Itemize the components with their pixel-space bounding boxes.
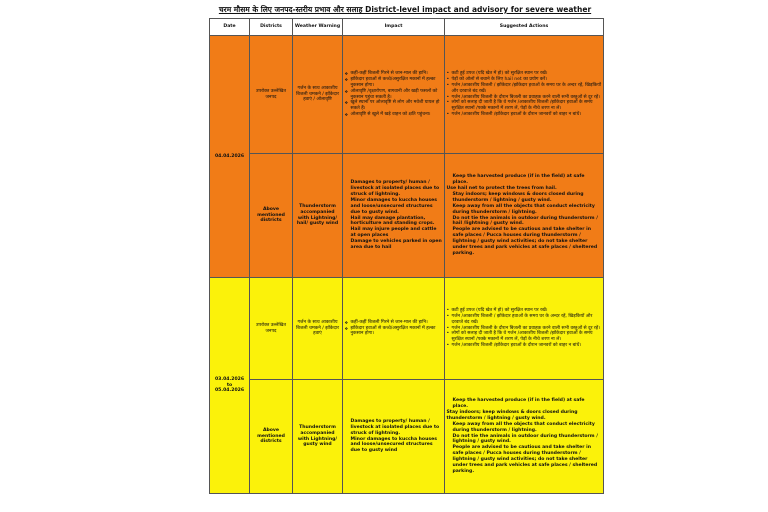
advisory-table	[209, 18, 604, 494]
list-item: ▪ Keep the harvested produce (if in the field) at safe place.	[453, 398, 602, 410]
list-item: ❖ कहीं-कहीं बिजली गिरने से जान-माल की हानि।	[351, 320, 443, 326]
date-to-word: to	[226, 382, 233, 388]
impact-list	[345, 71, 443, 118]
list-item: ▪ Hail may injure people and cattle at open places	[351, 227, 443, 239]
actions-list	[447, 192, 602, 257]
warning-cell: Thunderstorm accompanied with Lightning/ gusty wind	[293, 380, 343, 494]
list-item: • गर्जन /आकाशीय बिजली के दौरान बिजली का प्रवाहक करने वाली सभी वस्तुओं से दूर रहें।	[452, 95, 602, 101]
header-row	[210, 19, 604, 36]
list-item: ❖ खुले स्थानों पर ओलावृष्टि से लोग और मवेशी घायल हो सकते हैं।	[351, 100, 443, 112]
list-item: ▪ Damage to vehicles parked in open area due to hail	[351, 239, 443, 251]
date-to: 05.04.2026	[214, 388, 245, 394]
header-warning: Weather Warning	[293, 19, 343, 36]
impact-cell	[343, 36, 445, 154]
actions-list	[447, 174, 602, 186]
list-item: ❖ झोंकेदार हवाओं से कच्चे/असुरक्षित मकानों में हल्का नुकसान होगा।	[351, 77, 443, 89]
impact-cell	[343, 278, 445, 380]
actions-cell	[445, 278, 604, 380]
list-item: ▪ Stay indoors; keep windows & doors closed during thunderstorm / lightning / gusty wind.	[453, 192, 602, 204]
list-item: ▪ Damages to property/ human / livestock at isolated places due to struck of lightning.	[351, 419, 443, 437]
list-item: ▪ Do not tie the animals in outdoor during thunderstorm / lightning / gusty wind.	[453, 434, 602, 446]
plain-line: Stay indoors; keep windows & doors closed during thunderstorm / lightning / gusty wind.	[446, 409, 578, 421]
districts-cell: Above mentioned districts	[250, 154, 293, 278]
header-districts: Districts	[250, 19, 293, 36]
districts-cell: उपरोक्त उल्लेखित जनपद	[250, 278, 293, 380]
warning-cell: गर्जन के साथ आकाशीय बिजली चमकने / झोंकेदार हवाएं	[293, 278, 343, 380]
impact-list	[345, 419, 443, 454]
list-item: ▪ Minor damages to kuccha houses and loose/unsecured structures due to gusty wind	[351, 437, 443, 455]
warning-cell: गर्जन के साथ आकाशीय बिजली चमकने / झोंकेदार हवाएं / ओलावृष्टि	[293, 36, 343, 154]
list-item: ▪ Keep away from all the objects that conduct electricity during thunderstorm / lightning.	[453, 422, 602, 434]
list-item: ▪ Hail may damage plantation, horticulture and standing crops.	[351, 216, 443, 228]
plain-line: Use hail net to protect the trees from hail.	[446, 185, 557, 191]
actions-cell	[445, 154, 604, 278]
date-text: 04.04.2026	[214, 153, 245, 159]
list-item: ▪ Keep the harvested produce (if in the field) at safe place.	[453, 174, 602, 186]
impact-list	[345, 320, 443, 338]
table-row	[210, 380, 604, 494]
table-row	[210, 278, 604, 380]
list-item: • लोगों को सलाह दी जाती है कि वे गर्जन /आकाशीय बिजली /झोंकेदार हवाओं के समय सुरक्षित स्थानों /पक्के मकानों में शरण लें, पेड़ों के नीचे शरण ना लें।	[452, 331, 602, 343]
warning-cell: Thunderstorm accompanied with Lightning/ hail/ gusty wind	[293, 154, 343, 278]
list-item: • कटी हुई उपज (यदि खेत में हो) को सुरक्षित स्थान पर रखें।	[452, 308, 602, 314]
list-item: ❖ ओलावृष्टि /वृक्षारोपण, बागवानी और खड़ी फसलों को नुकसान पहुंचा सकती है।	[351, 89, 443, 101]
date-from: 03.04.2026	[214, 376, 245, 382]
header-impact: Impact	[343, 19, 445, 36]
header-date: Date	[210, 19, 250, 36]
list-item: ▪ People are advised to be cautious and take shelter in safe places / Pucca houses during thunderstorm / lightning / gusty wind activities; do not take shelter under trees and park vehicles at safe places / sheltered parking.	[453, 445, 602, 475]
actions-list	[447, 71, 602, 118]
list-item: • गर्जन /आकाशीय बिजली / झोंकेदार /झोंकेदार हवाओं के समय घर के अन्दर रहें, खिड़कियों और दरवाजे बंद रखें।	[452, 83, 602, 95]
impact-cell	[343, 380, 445, 494]
table-row	[210, 154, 604, 278]
actions-list	[447, 422, 602, 475]
list-item: • गर्जन /आकाशीय बिजली / झोंकेदार हवाओं के समय घर के अन्दर रहें, खिड़कियों और दरवाजे बंद रखें।	[452, 314, 602, 326]
list-item: • गर्जन /आकाशीय बिजली /झोंकेदार हवाओं के दौरान जानवरों को बाहर न बांधें।	[452, 343, 602, 349]
districts-cell: उपरोक्त उल्लेखित जनपद	[250, 36, 293, 154]
impact-list	[345, 180, 443, 251]
districts-cell: Above mentioned districts	[250, 380, 293, 494]
actions-list	[447, 308, 602, 349]
list-item: • गर्जन /आकाशीय बिजली /झोंकेदार हवाओं के दौरान जानवरों को बाहर न बांधें।	[452, 112, 602, 118]
list-item: • गर्जन /आकाशीय बिजली के दौरान बिजली का प्रवाहक करने वाली सभी वस्तुओं से दूर रहें।	[452, 326, 602, 332]
date-cell	[210, 36, 250, 278]
list-item: ❖ झोंकेदार हवाओं से कच्चे/असुरक्षित मकानों में हल्का नुकसान होगा।	[351, 326, 443, 338]
list-item: • पेड़ों को ओलों से बचाने के लिए hail net का प्रयोग करें।	[452, 77, 602, 83]
list-item: • कटी हुई उपज (यदि खेत में हो) को सुरक्षित स्थान पर रखें।	[452, 71, 602, 77]
list-item: ❖ कहीं-कहीं बिजली गिरने से जान-माल की हानि।	[351, 71, 443, 77]
actions-cell	[445, 380, 604, 494]
actions-list	[447, 398, 602, 410]
list-item: • लोगों को सलाह दी जाती है कि वे गर्जन /आकाशीय बिजली /झोंकेदार हवाओं के समय सुरक्षित स्थानों /पक्के मकानों में शरण लें, पेड़ों के नीचे शरण ना लें।	[452, 100, 602, 112]
list-item: ▪ Do not tie the animals in outdoor during thunderstorm / hail /lightning / gusty wind.	[453, 216, 602, 228]
list-item: ▪ Minor damages to kuccha houses and loose/unsecured structures due to gusty wind.	[351, 198, 443, 216]
impact-cell	[343, 154, 445, 278]
date-cell	[210, 278, 250, 494]
list-item: ▪ People are advised to be cautious and take shelter in safe places / Pucca houses during thunderstorm / lightning / gusty wind activities; do not take shelter under trees and park vehicles at safe places / sheltered parking.	[453, 227, 602, 257]
actions-cell	[445, 36, 604, 154]
list-item: ▪ Damages to property/ human / livestock at isolated places due to struck of lightning.	[351, 180, 443, 198]
list-item: ❖ ओलावृष्टि से खुले में खड़े वाहन को क्षति पहुंचना।	[351, 112, 443, 118]
header-actions: Suggested Actions	[445, 19, 604, 36]
list-item: ▪ Keep away from all the objects that conduct electricity during thunderstorm / lightning.	[453, 204, 602, 216]
table-row	[210, 36, 604, 154]
page-title: चरम मौसम के लिए जनपद-स्तरीय प्रभाव और सलाह District-level impact and advisory for severe weather	[218, 5, 592, 14]
